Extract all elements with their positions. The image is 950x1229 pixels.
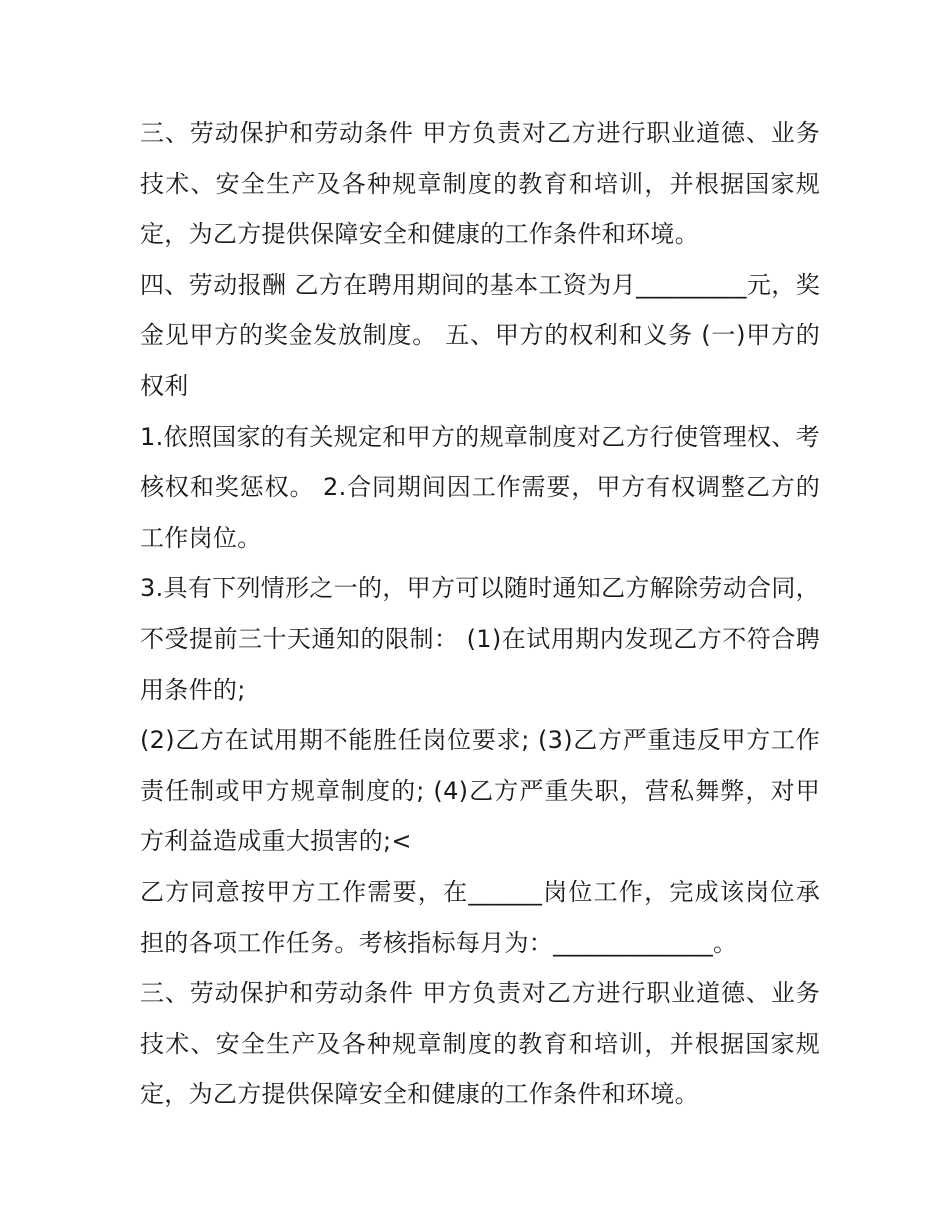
paragraph-termination-cases: (2)乙方在试用期不能胜任岗位要求; (3)乙方严重违反甲方工作责任制或甲方规章制度的; (4)乙方严重失职，营私舞弊，对甲方利益造成重大损害的;<: [140, 726, 820, 856]
paragraph-job-assignment: 乙方同意按甲方工作需要，在______岗位工作，完成该岗位承担的各项工作任务。考核指标每月为：_____________。: [140, 877, 820, 957]
paragraph-labor-protection-repeat: 三、劳动保护和劳动条件 甲方负责对乙方进行职业道德、业务技术、安全生产及各种规章制度的教育和培训，并根据国家规定，为乙方提供保障安全和健康的工作条件和环境。: [140, 979, 820, 1109]
paragraph-management-rights: 1.依照国家的有关规定和甲方的规章制度对乙方行使管理权、考核权和奖惩权。 2.合同期间因工作需要，甲方有权调整乙方的工作岗位。: [140, 422, 820, 552]
paragraph-remuneration: 四、劳动报酬 乙方在聘用期间的基本工资为月_________元，奖金见甲方的奖金发放制度。 五、甲方的权利和义务 (一)甲方的权利: [140, 270, 820, 400]
paragraph-termination-conditions: 3.具有下列情形之一的，甲方可以随时通知乙方解除劳动合同，不受提前三十天通知的限制： (1)在试用期内发现乙方不符合聘用条件的;: [140, 574, 820, 704]
paragraph-labor-protection: 三、劳动保护和劳动条件 甲方负责对乙方进行职业道德、业务技术、安全生产及各种规章制度的教育和培训，并根据国家规定，为乙方提供保障安全和健康的工作条件和环境。: [140, 119, 820, 249]
document-body: [140, 108, 820, 1120]
